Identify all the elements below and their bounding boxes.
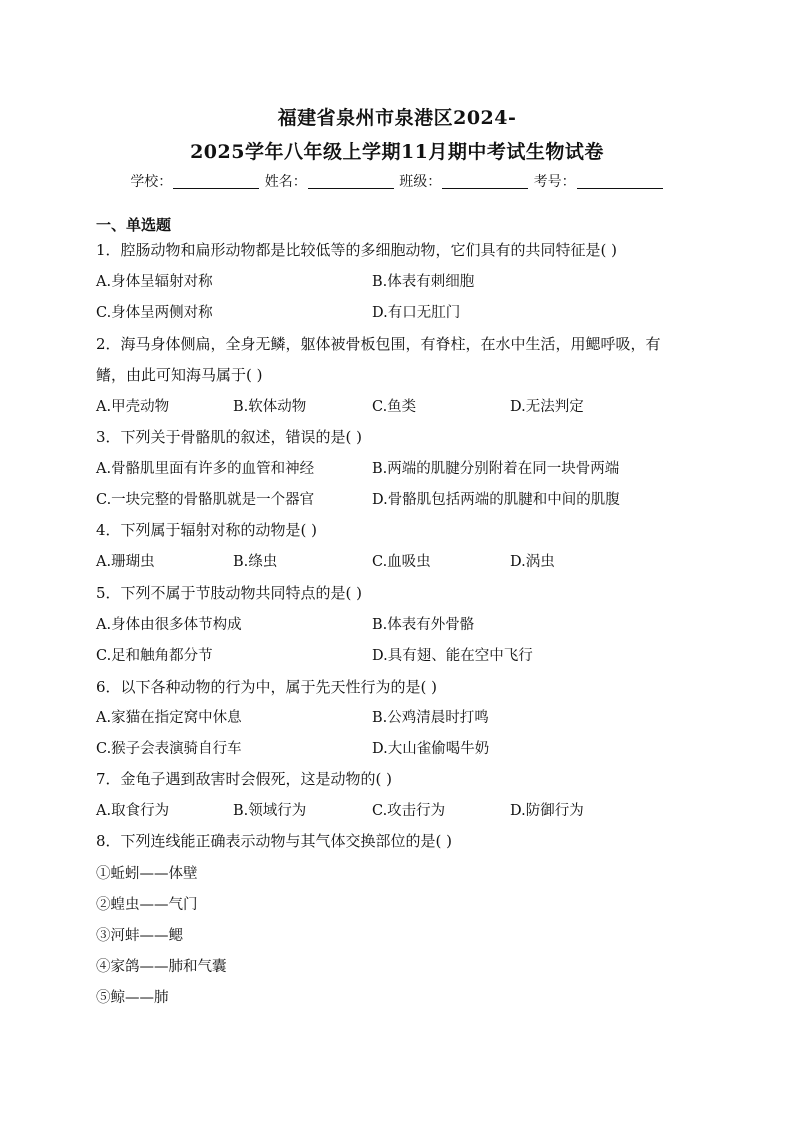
option-b: B.两端的肌腱分别附着在同一块骨两端 — [372, 461, 620, 477]
exam-title-line-2: 2025学年八年级上学期11月期中考试生物试卷 — [190, 141, 604, 163]
question-stem-continued: 鳍，由此可知海马属于( ) — [96, 366, 263, 384]
option-b: B.绦虫 — [233, 554, 278, 570]
option-c: C.攻击行为 — [372, 803, 446, 819]
option-a: A.珊瑚虫 — [96, 554, 155, 570]
option-b: B.体表有外骨骼 — [372, 617, 475, 633]
section-heading: 一、单选题 — [96, 216, 172, 234]
option-a: A.取食行为 — [96, 803, 170, 819]
question-stem: 3．下列关于骨骼肌的叙述，错误的是( ) — [96, 428, 363, 446]
option-c: C.足和触角都分节 — [96, 648, 213, 664]
question-stem: 4．下列属于辐射对称的动物是( ) — [96, 521, 318, 539]
option-c: C.猴子会表演骑自行车 — [96, 741, 242, 757]
list-item: ②蝗虫——气门 — [96, 897, 198, 913]
list-item: ①蚯蚓——体壁 — [96, 866, 198, 882]
option-c: C.一块完整的骨骼肌就是一个器官 — [96, 492, 315, 508]
option-a: A.甲壳动物 — [96, 399, 170, 415]
question-stem: 5．下列不属于节肢动物共同特点的是( ) — [96, 584, 363, 602]
option-a: A.身体呈辐射对称 — [96, 274, 213, 290]
option-b: B.领域行为 — [233, 803, 307, 819]
option-a: A.家猫在指定窝中休息 — [96, 710, 242, 726]
option-d: D.有口无肛门 — [372, 305, 461, 321]
school-label: 学校： — [130, 174, 173, 190]
question-stem: 6．以下各种动物的行为中，属于先天性行为的是( ) — [96, 678, 438, 696]
student-info-row — [0, 171, 794, 191]
list-item: ⑤鲸——肺 — [96, 990, 169, 1006]
question-stem: 7．金龟子遇到敌害时会假死，这是动物的( ) — [96, 770, 393, 788]
list-item: ④家鸽——肺和气囊 — [96, 959, 227, 975]
name-label: 姓名： — [264, 174, 307, 190]
class-blank[interactable] — [442, 174, 528, 189]
school-blank[interactable] — [173, 174, 259, 189]
option-d: D.防御行为 — [510, 803, 584, 819]
option-b: B.公鸡清晨时打鸣 — [372, 710, 489, 726]
option-d: D.骨骼肌包括两端的肌腱和中间的肌腹 — [372, 492, 620, 508]
option-b: B.软体动物 — [233, 399, 307, 415]
option-d: D.涡虫 — [510, 554, 555, 570]
option-a: A.骨骼肌里面有许多的血管和神经 — [96, 461, 315, 477]
option-c: C.鱼类 — [372, 399, 417, 415]
option-d: D.无法判定 — [510, 399, 584, 415]
option-c: C.血吸虫 — [372, 554, 431, 570]
number-blank[interactable] — [577, 174, 663, 189]
list-item: ③河蚌——鳃 — [96, 928, 183, 944]
option-c: C.身体呈两侧对称 — [96, 305, 213, 321]
option-a: A.身体由很多体节构成 — [96, 617, 242, 633]
question-stem: 1．腔肠动物和扁形动物都是比较低等的多细胞动物，它们具有的共同特征是( ) — [96, 241, 618, 259]
option-d: D.大山雀偷喝牛奶 — [372, 741, 490, 757]
question-stem: 2．海马身体侧扁，全身无鳞，躯体被骨板包围，有脊柱，在水中生活，用鳃呼吸，有 — [96, 335, 661, 353]
class-label: 班级： — [399, 174, 442, 190]
name-blank[interactable] — [308, 174, 394, 189]
option-b: B.体表有刺细胞 — [372, 274, 475, 290]
question-stem: 8．下列连线能正确表示动物与其气体交换部位的是( ) — [96, 832, 453, 850]
number-label: 考号： — [533, 174, 576, 190]
exam-title-line-1: 福建省泉州市泉港区2024- — [277, 107, 517, 129]
option-d: D.具有翅、能在空中飞行 — [372, 648, 533, 664]
